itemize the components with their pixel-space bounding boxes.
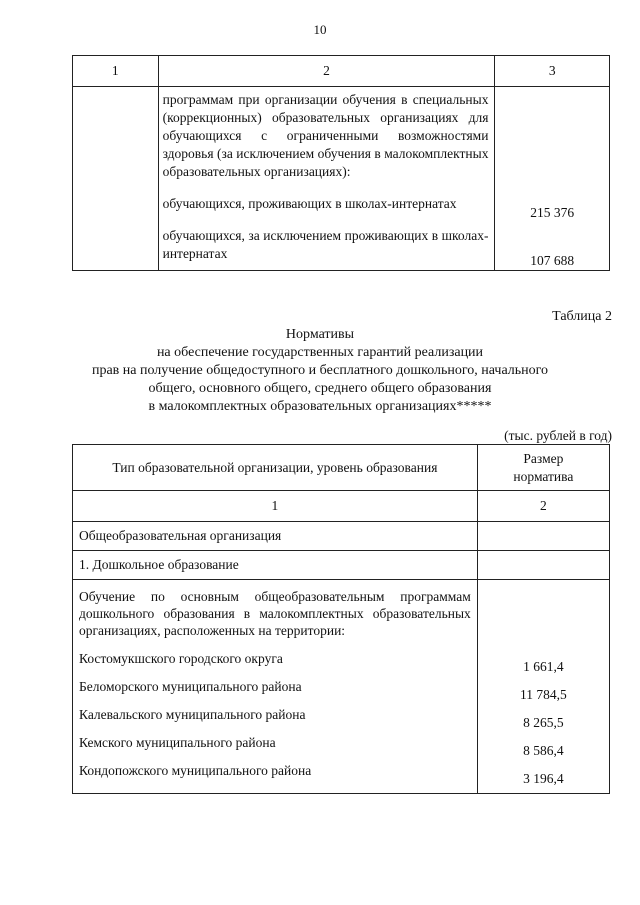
table-1-description-cell <box>158 87 495 271</box>
table-2-row-value: 8 265,5 <box>523 715 564 730</box>
table-2-intro-text: Обучение по основным общеобразовательным программам дошкольного образования в малокомплектных образовательных организациях, расположенных на территории: <box>79 589 471 638</box>
table-1-header-row <box>73 56 610 87</box>
caption-line: на обеспечение государственных гарантий реализации <box>156 345 484 360</box>
table-2-header-row <box>73 445 610 491</box>
table-2-row-label: Костомукшского городского округа <box>79 651 283 666</box>
caption-line: общего, основного общего, среднего общего образования <box>148 381 492 396</box>
table-2-row-label: Кондопожского муниципального района <box>79 763 312 778</box>
table-2-values-cell <box>477 580 609 794</box>
section-title: Общеобразовательная организация <box>73 522 478 551</box>
section-empty-cell <box>477 551 609 580</box>
table-2-col-number: 2 <box>477 491 609 522</box>
caption-line: прав на получение общедоступного и бесплатного дошкольного, начального <box>91 363 549 378</box>
table-1-col-2-header: 2 <box>158 56 495 87</box>
section-empty-cell <box>477 522 609 551</box>
units-note: (тыс. рублей в год) <box>504 428 612 443</box>
table-1-row-label: обучающихся, проживающих в школах-интернатах <box>162 196 457 211</box>
table-2-row-value: 11 784,5 <box>520 687 567 702</box>
table-1-body-row <box>73 87 610 271</box>
table-2-row-value: 8 586,4 <box>523 743 564 758</box>
page-number: 10 <box>313 22 327 37</box>
table-2-body-row <box>73 580 610 794</box>
table-2-col-number: 1 <box>73 491 478 522</box>
table-2-row-value: 1 661,4 <box>523 659 564 674</box>
table-2 <box>72 444 610 794</box>
table-1-row-value: 107 688 <box>530 253 575 268</box>
table-2-col-numbers-row <box>73 491 610 522</box>
table-2-caption <box>60 326 580 416</box>
table-2-section-row <box>73 551 610 580</box>
table-1-values-cell <box>495 87 610 271</box>
table-2-col-2-header <box>477 445 609 491</box>
table-2-label: Таблица 2 <box>552 309 612 324</box>
table-1-col-1-header: 1 <box>73 56 159 87</box>
caption-line: Нормативы <box>285 327 355 342</box>
caption-line: в малокомплектных образовательных организациях***** <box>148 399 492 414</box>
table-1-row-label: обучающихся, за исключением проживающих в школах-интернатах <box>162 228 489 261</box>
table-2-row-value: 3 196,4 <box>523 771 564 786</box>
table-2-section-row <box>73 522 610 551</box>
table-2-col-1-header: Тип образовательной организации, уровень образования <box>73 445 478 491</box>
header-line: Размер <box>523 450 564 466</box>
table-2-row-label: Кемского муниципального района <box>79 735 276 750</box>
table-2-row-label: Беломорского муниципального района <box>79 679 302 694</box>
table-2-row-label: Калевальского муниципального района <box>79 707 306 722</box>
table-1-row-value: 215 376 <box>530 205 575 220</box>
table-2-labels-cell <box>73 580 478 794</box>
table-1-intro-text: программам при организации обучения в специальных (коррекционных) образовательных организациях для обучающихся с ограниченными возможностями здоровья (за исключением обучения в малокомплектных образовательных организациях): <box>162 92 489 179</box>
section-title: 1. Дошкольное образование <box>73 551 478 580</box>
table-1 <box>72 55 610 271</box>
table-1-empty-cell <box>73 87 159 271</box>
header-line: норматива <box>513 468 574 484</box>
table-1-col-3-header: 3 <box>495 56 610 87</box>
